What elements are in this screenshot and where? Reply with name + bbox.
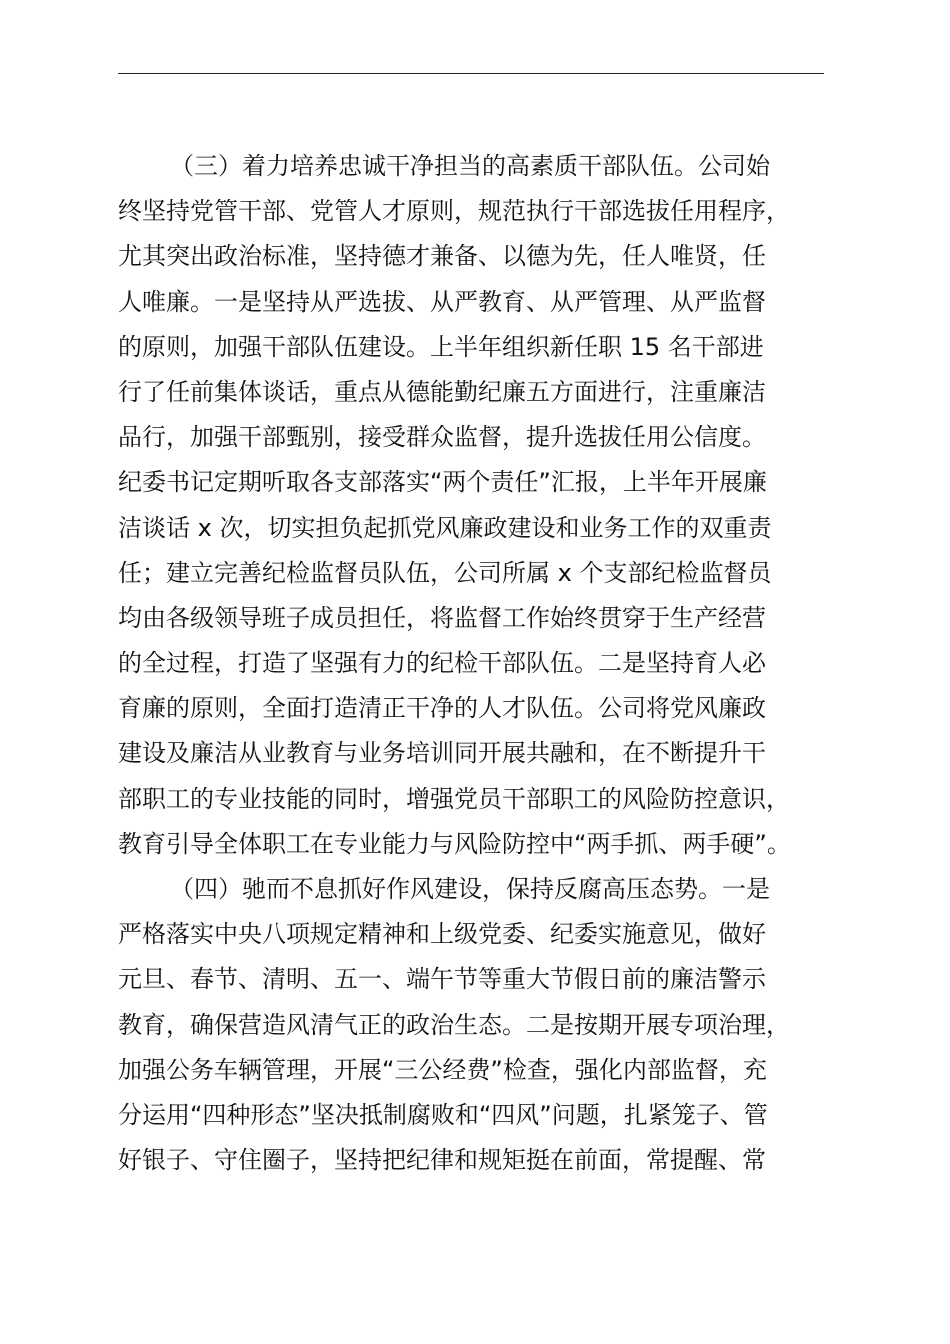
paragraph-line: 纪委书记定期听取各支部落实“两个责任”汇报，上半年开展廉 [118, 468, 767, 497]
paragraph-line: 育廉的原则，全面打造清正干净的人才队伍。公司将党风廉政 [118, 694, 766, 723]
paragraph-line: 建设及廉洁从业教育与业务培训同开展共融和，在不断提升干 [118, 739, 766, 768]
paragraph-line: 均由各级领导班子成员担任，将监督工作始终贯穿于生产经营 [118, 603, 766, 632]
paragraph-line: 严格落实中央八项规定精神和上级党委、纪委实施意见，做好 [118, 920, 766, 949]
paragraph-line: 分运用“四种形态”坚决抵制腐败和“四风”问题，扎紧笼子、管 [118, 1100, 768, 1129]
paragraph-line: （四）驰而不息抓好作风建设，保持反腐高压态势。一是 [170, 875, 770, 903]
paragraph-line: 品行，加强干部甄别，接受群众监督，提升选拔任用公信度。 [118, 423, 766, 452]
paragraph-line: 教育，确保营造风清气正的政治生态。二是按期开展专项治理， [118, 1010, 790, 1039]
paragraph-line: 行了任前集体谈话，重点从德能勤纪廉五方面进行，注重廉洁 [118, 377, 766, 406]
header-rule [118, 73, 824, 74]
paragraph-line: 的原则，加强干部队伍建设。上半年组织新任职 15 名干部进 [118, 332, 764, 361]
paragraph-line: 终坚持党管干部、党管人才原则，规范执行干部选拔任用程序， [118, 197, 790, 226]
paragraph-line: 好银子、守住圈子，坚持把纪律和规矩挺在前面，常提醒、常 [118, 1146, 766, 1175]
paragraph-line: 教育引导全体职工在专业能力与风险防控中“两手抓、两手硬”。 [118, 829, 791, 858]
paragraph-line: 人唯廉。一是坚持从严选拔、从严教育、从严管理、从严监督 [118, 287, 766, 316]
document-body [118, 144, 832, 1183]
paragraph-line: 尤其突出政治标准，坚持德才兼备、以德为先，任人唯贤，任 [118, 242, 766, 271]
paragraph-line: 的全过程，打造了坚强有力的纪检干部队伍。二是坚持育人必 [118, 649, 766, 678]
paragraph-line: 元旦、春节、清明、五一、端午节等重大节假日前的廉洁警示 [118, 965, 766, 994]
paragraph-line: 洁谈话 x 次，切实担负起抓党风廉政建设和业务工作的双重责 [118, 513, 772, 542]
paragraph-line: 加强公务车辆管理，开展“三公经费”检查，强化内部监督，充 [118, 1055, 767, 1084]
paragraph-line: （三）着力培养忠诚干净担当的高素质干部队伍。公司始 [170, 152, 770, 180]
paragraph-line: 部职工的专业技能的同时，增强党员干部职工的风险防控意识， [118, 784, 790, 813]
paragraph-line: 任；建立完善纪检监督员队伍，公司所属 x 个支部纪检监督员 [118, 558, 772, 587]
